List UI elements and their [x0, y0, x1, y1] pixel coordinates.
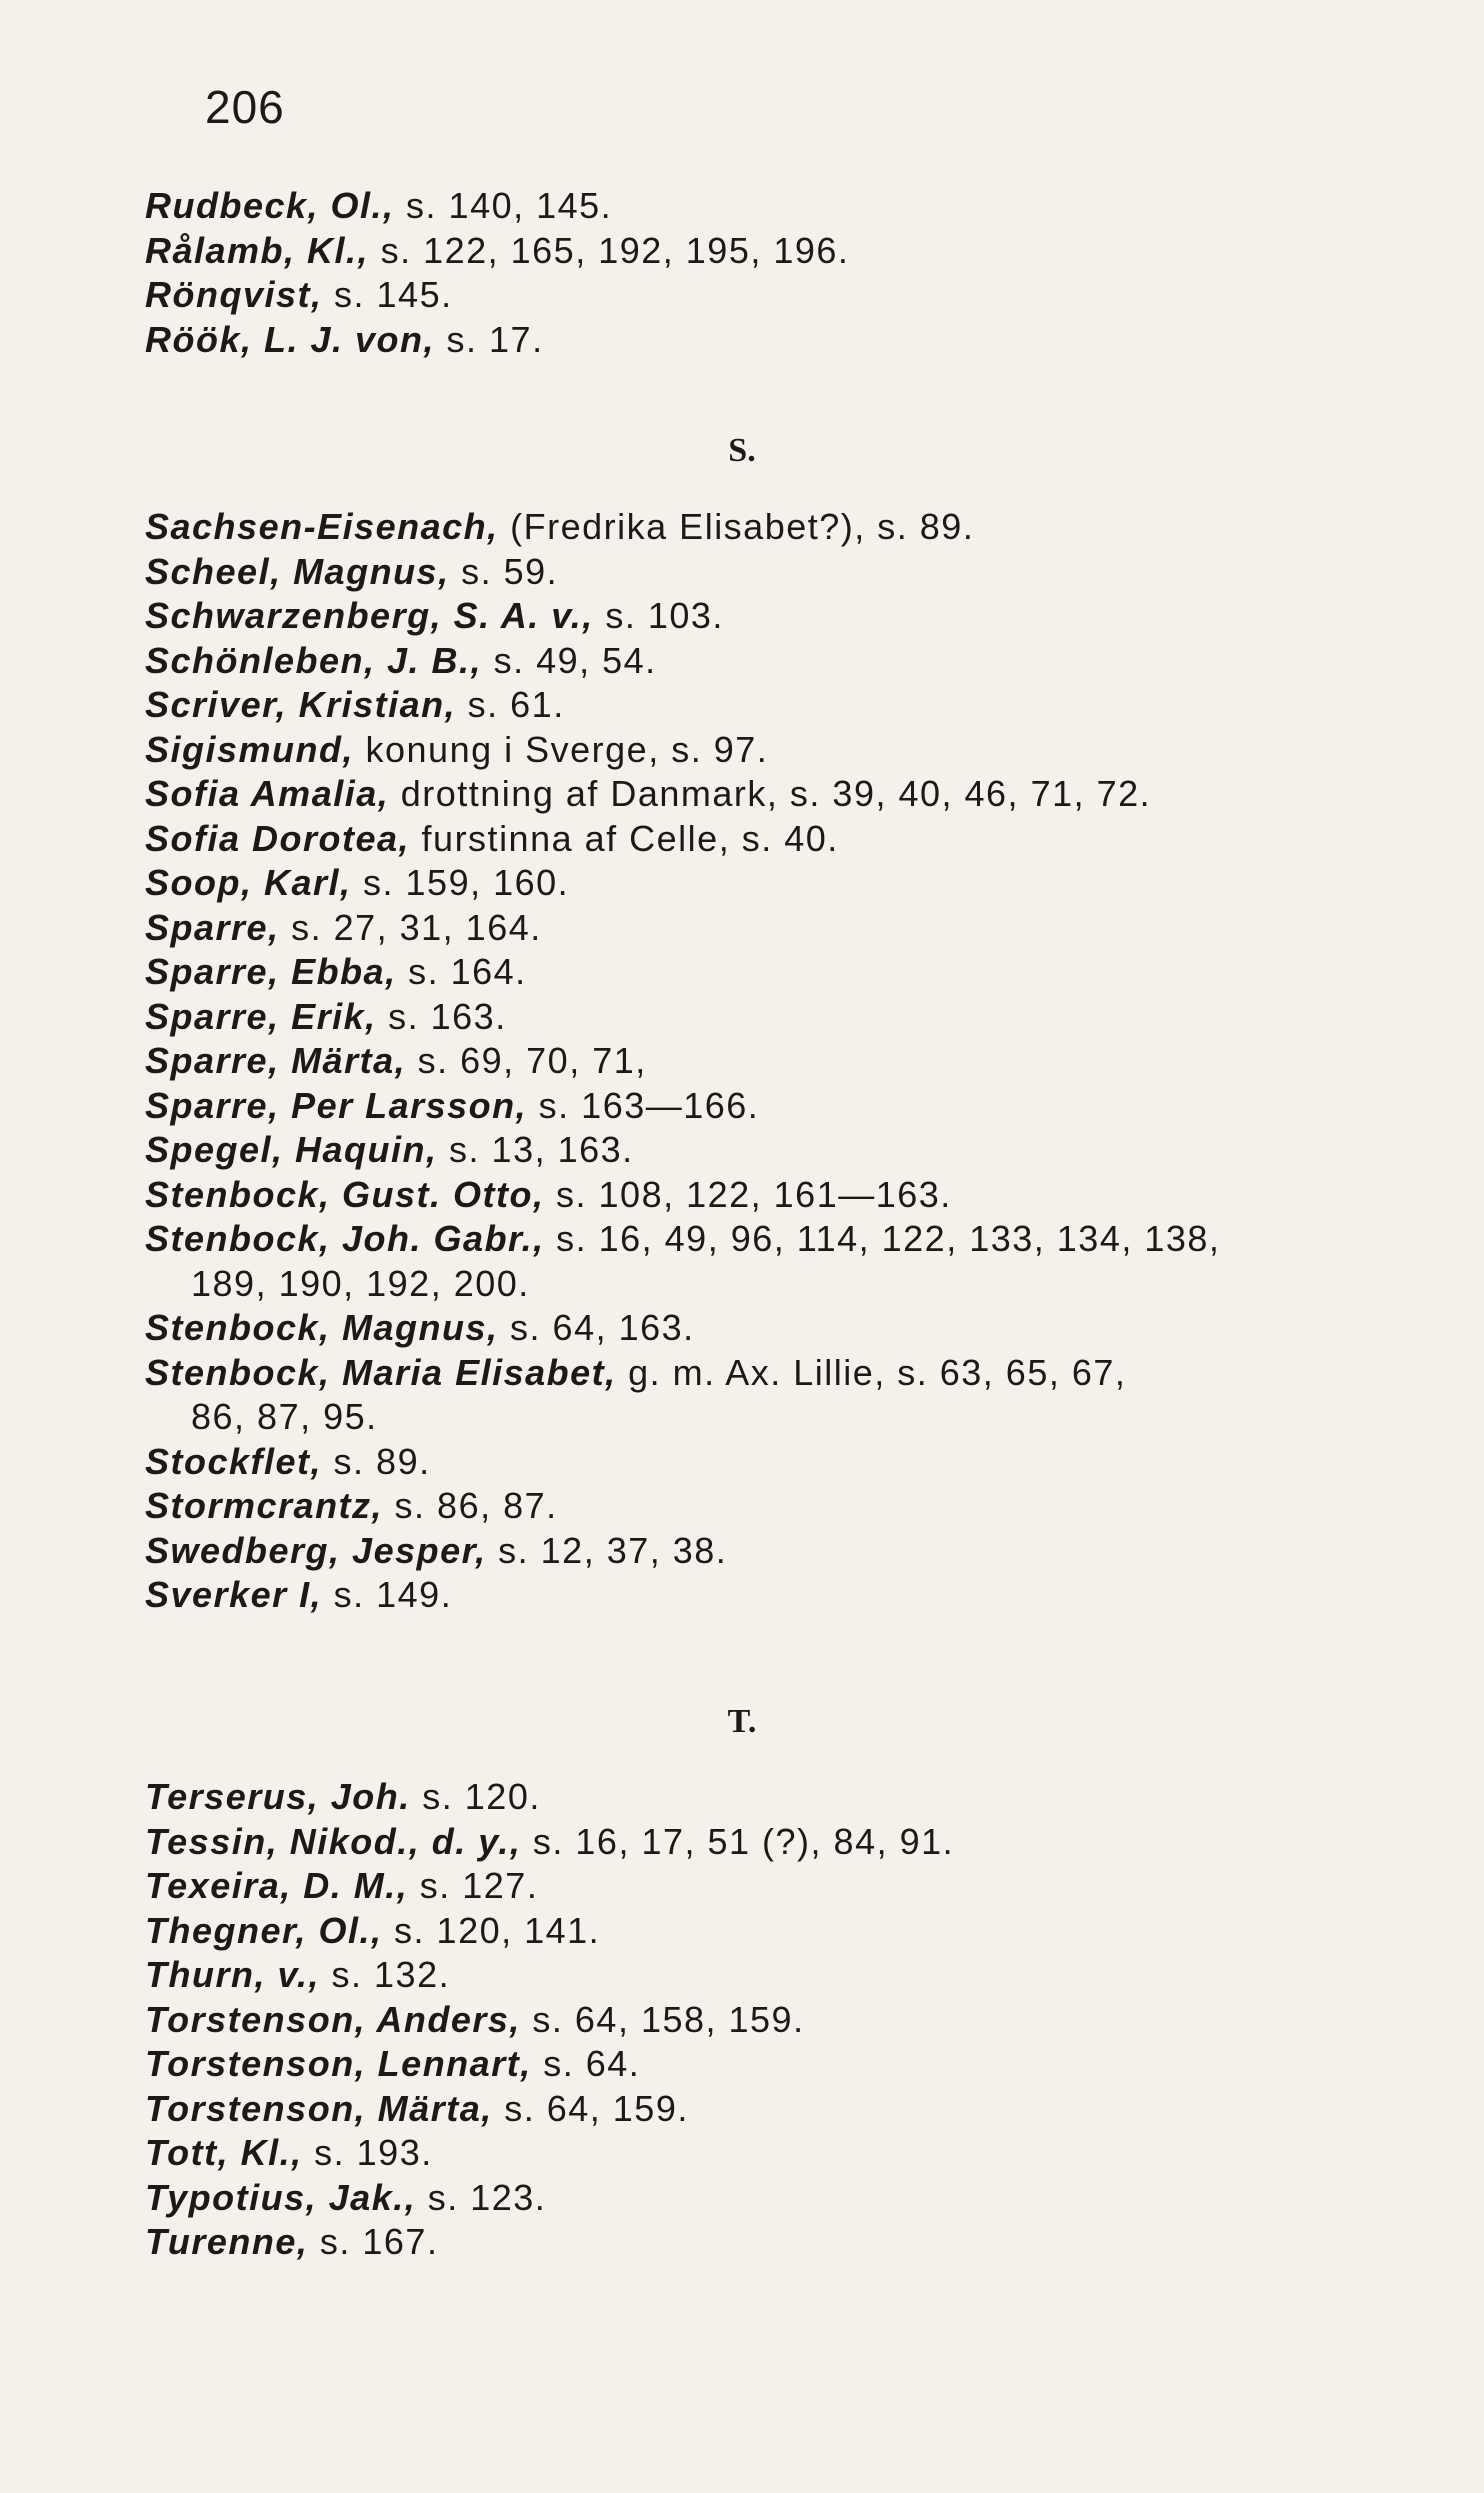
- index-entry: [145, 1395, 1405, 1440]
- index-entry: [145, 639, 1405, 684]
- entry-name: Sachsen-Eisenach,: [145, 506, 499, 547]
- entry-page-refs: s. 167.: [308, 2221, 439, 2262]
- index-entry: [145, 1529, 1405, 1574]
- entry-page-refs: (Fredrika Elisabet?), s. 89.: [498, 506, 975, 547]
- index-entry: [145, 2131, 1405, 2176]
- entry-name: Thurn, v.,: [145, 1954, 321, 1995]
- entry-name: Sparre,: [145, 906, 280, 948]
- index-entry: [145, 1351, 1405, 1396]
- entry-page-refs: konung i Sverge, s. 97.: [354, 728, 769, 770]
- entry-name: Torstenson, Märta,: [145, 2087, 493, 2129]
- entry-page-refs: s. 89.: [322, 1440, 431, 1482]
- index-entry: [145, 1820, 1405, 1865]
- entry-page-refs: s. 16, 17, 51 (?), 84, 91.: [521, 1820, 955, 1862]
- entry-name: Thegner, Ol.,: [145, 1909, 383, 1951]
- index-entry: [145, 1084, 1405, 1129]
- index-entry: [145, 318, 1405, 363]
- entry-page-refs: 189, 190, 192, 200.: [191, 1262, 530, 1304]
- entry-page-refs: s. 163—166.: [527, 1084, 760, 1126]
- entry-page-refs: s. 16, 49, 96, 114, 122, 133, 134, 138,: [544, 1218, 1221, 1259]
- index-entry: [145, 1262, 1405, 1307]
- entry-name: Sparre, Per Larsson,: [145, 1084, 528, 1126]
- entry-name: Rönqvist,: [145, 274, 323, 315]
- entry-name: Rudbeck, Ol.,: [145, 185, 395, 226]
- entry-page-refs: s. 27, 31, 164.: [279, 906, 542, 948]
- entry-page-refs: s. 164.: [396, 951, 527, 992]
- entry-name: Torstenson, Anders,: [145, 1998, 521, 2040]
- index-entry: [145, 817, 1405, 862]
- entry-page-refs: s. 120.: [410, 1776, 541, 1817]
- entry-page-refs: s. 64.: [531, 2043, 641, 2084]
- entry-name: Scheel, Magnus,: [145, 550, 450, 592]
- index-entry: [145, 950, 1405, 995]
- entry-page-refs: s. 12, 37, 38.: [486, 1529, 728, 1571]
- entry-page-refs: s. 61.: [456, 684, 565, 725]
- entry-name: Sparre, Ebba,: [145, 951, 397, 992]
- entry-page-refs: s. 13, 163.: [437, 1129, 634, 1170]
- section-letter-s: S.: [728, 432, 756, 469]
- entry-page-refs: s. 127.: [408, 1865, 539, 1906]
- entry-page-refs: s. 59.: [449, 550, 559, 592]
- entry-name: Spegel, Haquin,: [145, 1129, 438, 1170]
- index-entry: [145, 728, 1405, 773]
- entry-page-refs: s. 69, 70, 71,: [406, 1040, 647, 1081]
- index-block-t: [145, 1775, 1405, 2265]
- index-entry: [145, 861, 1405, 906]
- entry-page-refs: s. 103.: [593, 595, 724, 636]
- entry-page-refs: furstinna af Celle, s. 40.: [410, 817, 839, 859]
- section-letter-t: T.: [727, 1703, 757, 1740]
- index-entry: [145, 273, 1405, 318]
- entry-page-refs: s. 64, 163.: [498, 1307, 695, 1348]
- entry-name: Stormcrantz,: [145, 1485, 384, 1526]
- entry-name: Turenne,: [145, 2221, 309, 2262]
- index-entry: [145, 1440, 1405, 1485]
- entry-page-refs: drottning af Danmark, s. 39, 40, 46, 71, 72.: [389, 773, 1152, 814]
- index-entry: [145, 683, 1405, 728]
- index-block-r: [145, 184, 1405, 362]
- entry-page-refs: g. m. Ax. Lillie, s. 63, 65, 67,: [616, 1351, 1127, 1393]
- index-entry: [145, 2042, 1405, 2087]
- entry-name: Stenbock, Joh. Gabr.,: [145, 1218, 545, 1259]
- index-entry: [145, 1909, 1405, 1954]
- index-entry: [145, 2220, 1405, 2265]
- page-number: 206: [205, 81, 285, 133]
- entry-page-refs: s. 145.: [322, 274, 453, 315]
- index-block-s: [145, 505, 1405, 1618]
- entry-name: Sofia Amalia,: [145, 773, 390, 814]
- index-entry: [145, 2087, 1405, 2132]
- entry-name: Terserus, Joh.: [145, 1776, 411, 1817]
- entry-page-refs: s. 86, 87.: [383, 1485, 558, 1526]
- entry-name: Schwarzenberg, S. A. v.,: [145, 595, 594, 636]
- index-entry: [145, 1953, 1405, 1998]
- entry-name: Sverker I,: [145, 1574, 323, 1615]
- entry-page-refs: s. 132.: [320, 1954, 451, 1995]
- index-entry: [145, 1128, 1405, 1173]
- entry-name: Tott, Kl.,: [145, 2132, 303, 2173]
- entry-name: Sparre, Erik,: [145, 995, 377, 1037]
- entry-page-refs: s. 149.: [322, 1574, 453, 1615]
- entry-name: Stenbock, Gust. Otto,: [145, 1173, 545, 1215]
- entry-name: Swedberg, Jesper,: [145, 1529, 487, 1571]
- entry-name: Röök, L. J. von,: [145, 318, 436, 360]
- entry-page-refs: s. 163.: [376, 995, 507, 1037]
- entry-page-refs: s. 64, 159.: [492, 2087, 689, 2129]
- entry-name: Sofia Dorotea,: [145, 817, 411, 859]
- entry-page-refs: s. 122, 165, 192, 195, 196.: [369, 229, 850, 271]
- index-entry: [145, 1039, 1405, 1084]
- index-entry: [145, 772, 1405, 817]
- entry-name: Stockflet,: [145, 1440, 323, 1482]
- entry-name: Sparre, Märta,: [145, 1040, 407, 1081]
- index-entry: [145, 1775, 1405, 1820]
- index-entry: [145, 184, 1405, 229]
- index-entry: [145, 1173, 1405, 1218]
- entry-name: Typotius, Jak.,: [145, 2176, 417, 2218]
- entry-name: Stenbock, Magnus,: [145, 1307, 499, 1348]
- index-entry: [145, 1484, 1405, 1529]
- entry-name: Scriver, Kristian,: [145, 684, 457, 725]
- entry-page-refs: s. 120, 141.: [382, 1909, 601, 1951]
- index-entry: [145, 550, 1405, 595]
- index-entry: [145, 505, 1405, 550]
- index-entry: [145, 906, 1405, 951]
- entry-page-refs: 86, 87, 95.: [191, 1396, 378, 1437]
- entry-page-refs: s. 49, 54.: [482, 639, 657, 681]
- entry-page-refs: s. 123.: [416, 2176, 547, 2218]
- index-entry: [145, 1573, 1405, 1618]
- entry-name: Sigismund,: [145, 728, 355, 770]
- entry-name: Soop, Karl,: [145, 862, 352, 903]
- entry-page-refs: s. 159, 160.: [351, 862, 570, 903]
- index-entry: [145, 1998, 1405, 2043]
- entry-name: Torstenson, Lennart,: [145, 2043, 532, 2084]
- index-entry: [145, 1306, 1405, 1351]
- entry-name: Tessin, Nikod., d. y.,: [145, 1820, 522, 1862]
- index-entry: [145, 2176, 1405, 2221]
- index-entry: [145, 1864, 1405, 1909]
- index-entry: [145, 229, 1405, 274]
- entry-name: Texeira, D. M.,: [145, 1865, 409, 1906]
- index-entry: [145, 594, 1405, 639]
- entry-page-refs: s. 140, 145.: [394, 185, 613, 226]
- entry-page-refs: s. 108, 122, 161—163.: [544, 1173, 952, 1215]
- entry-page-refs: s. 17.: [435, 318, 544, 360]
- index-entry: [145, 1217, 1405, 1262]
- index-entry: [145, 995, 1405, 1040]
- entry-page-refs: s. 193.: [302, 2132, 433, 2173]
- entry-name: Stenbock, Maria Elisabet,: [145, 1351, 617, 1393]
- entry-page-refs: s. 64, 158, 159.: [520, 1998, 805, 2040]
- entry-name: Rålamb, Kl.,: [145, 229, 370, 271]
- entry-name: Schönleben, J. B.,: [145, 639, 483, 681]
